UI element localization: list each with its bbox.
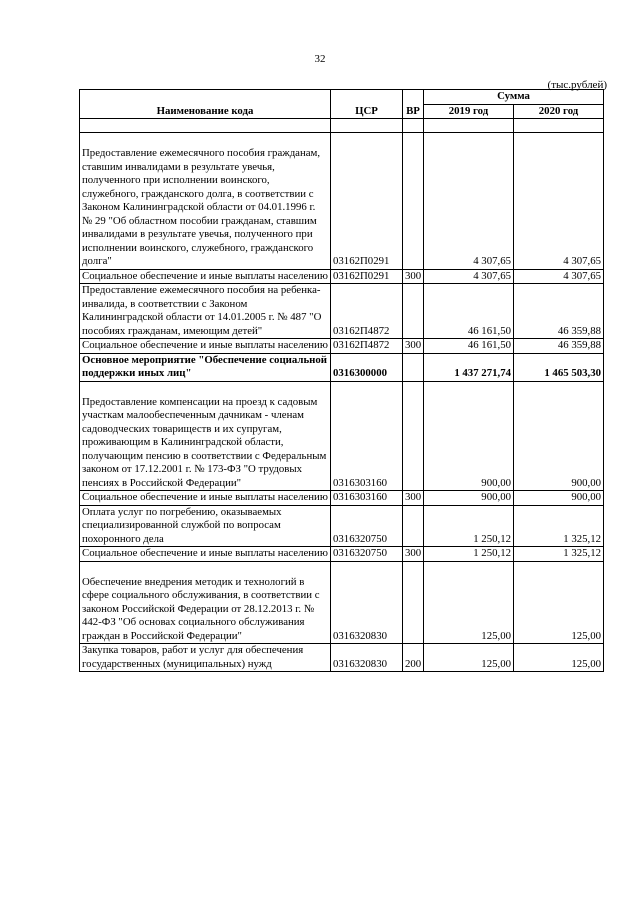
row-csr: 0316320830 [331,644,403,672]
row-csr: 0316320750 [331,505,403,547]
table-row [80,491,604,506]
row-csr: 03162П4872 [331,284,403,339]
row-2020: 1 465 503,30 [514,353,604,381]
row-vr [403,381,424,491]
row-2019: 4 307,65 [424,133,514,270]
row-2019: 46 161,50 [424,284,514,339]
row-csr: 03162П4872 [331,339,403,354]
row-name: Социальное обеспечение и иные выплаты населению [80,491,331,506]
row-csr: 0316320750 [331,547,403,562]
header-vr: ВР [403,90,424,119]
row-2019: 125,00 [424,561,514,644]
row-name: Оплата услуг по погребению, оказываемых специализированной службой по вопросам похоронного дела [80,505,331,547]
table-row [80,381,604,491]
header-2019: 2019 год [424,104,514,119]
row-name: Обеспечение внедрения методик и технологий в сфере социального обслуживания, в соответствии с законом Российской Федерации от 28.12.2013 г. № 442-ФЗ "Об основах социального обслуживания граждан в Российской Федерации" [80,561,331,644]
row-2019: 1 250,12 [424,505,514,547]
row-csr: 03162П0291 [331,269,403,284]
spacer-row [80,119,604,133]
row-name: Предоставление ежемесячного пособия гражданам, ставшим инвалидами в результате увечья, полученного при исполнении воинского, служебного, гражданского долга, в соответствии с Законом Калининградской области от 04.01.1996 г. № 29 "Об областном пособии гражданам, ставшим инвалидами в результате увечья, полученного при исполнении воинского, служебного, гражданского долга" [80,133,331,270]
row-2020: 1 325,12 [514,505,604,547]
row-2019: 125,00 [424,644,514,672]
row-csr: 03162П0291 [331,133,403,270]
row-vr: 300 [403,547,424,562]
row-2019: 900,00 [424,491,514,506]
row-2020: 4 307,65 [514,133,604,270]
row-vr: 300 [403,491,424,506]
row-2019: 1 250,12 [424,547,514,562]
budget-table [79,89,604,672]
row-vr [403,561,424,644]
table-row [80,269,604,284]
row-vr [403,133,424,270]
table-row [80,284,604,339]
header-sum: Сумма [424,90,604,105]
row-name: Предоставление ежемесячного пособия на ребенка-инвалида, в соответствии с Законом Калининградской области от 14.01.2005 г. № 487 "О пособиях гражданам, имеющим детей" [80,284,331,339]
row-csr: 0316303160 [331,381,403,491]
row-2020: 125,00 [514,644,604,672]
row-2019: 4 307,65 [424,269,514,284]
row-csr: 0316320830 [331,561,403,644]
row-2019: 1 437 271,74 [424,353,514,381]
row-name: Закупка товаров, работ и услуг для обеспечения государственных (муниципальных) нужд [80,644,331,672]
row-2020: 125,00 [514,561,604,644]
header-2020: 2020 год [514,104,604,119]
row-vr [403,284,424,339]
row-2020: 46 359,88 [514,284,604,339]
row-vr: 300 [403,269,424,284]
units-label: (тыс.рублей) [547,79,607,91]
header-row-top [80,90,604,105]
row-2020: 1 325,12 [514,547,604,562]
row-csr: 0316300000 [331,353,403,381]
row-vr: 300 [403,339,424,354]
row-2020: 4 307,65 [514,269,604,284]
table-row [80,561,604,644]
row-csr: 0316303160 [331,491,403,506]
row-name: Основное мероприятие "Обеспечение социальной поддержки иных лиц" [80,353,331,381]
table-row [80,505,604,547]
row-2019: 46 161,50 [424,339,514,354]
row-2020: 900,00 [514,491,604,506]
row-name: Социальное обеспечение и иные выплаты населению [80,269,331,284]
row-2019: 900,00 [424,381,514,491]
row-vr [403,505,424,547]
table-row-main-activity [80,353,604,381]
page-number: 32 [314,53,326,65]
table-row [80,133,604,270]
table-row [80,644,604,672]
row-2020: 46 359,88 [514,339,604,354]
table-row [80,339,604,354]
row-name: Предоставление компенсации на проезд к садовым участкам малообеспеченным дачникам - членам садоводческих товариществ и их супругам, проживающим в Калининградской области, получающим пенсию в соответствии с Федеральным законом от 17.12.2001 г. № 173-ФЗ "О трудовых пенсиях в Российской Федерации" [80,381,331,491]
row-vr: 200 [403,644,424,672]
header-name: Наименование кода [80,90,331,119]
table-row [80,547,604,562]
row-2020: 900,00 [514,381,604,491]
row-vr [403,353,424,381]
header-csr: ЦСР [331,90,403,119]
row-name: Социальное обеспечение и иные выплаты населению [80,339,331,354]
row-name: Социальное обеспечение и иные выплаты населению [80,547,331,562]
